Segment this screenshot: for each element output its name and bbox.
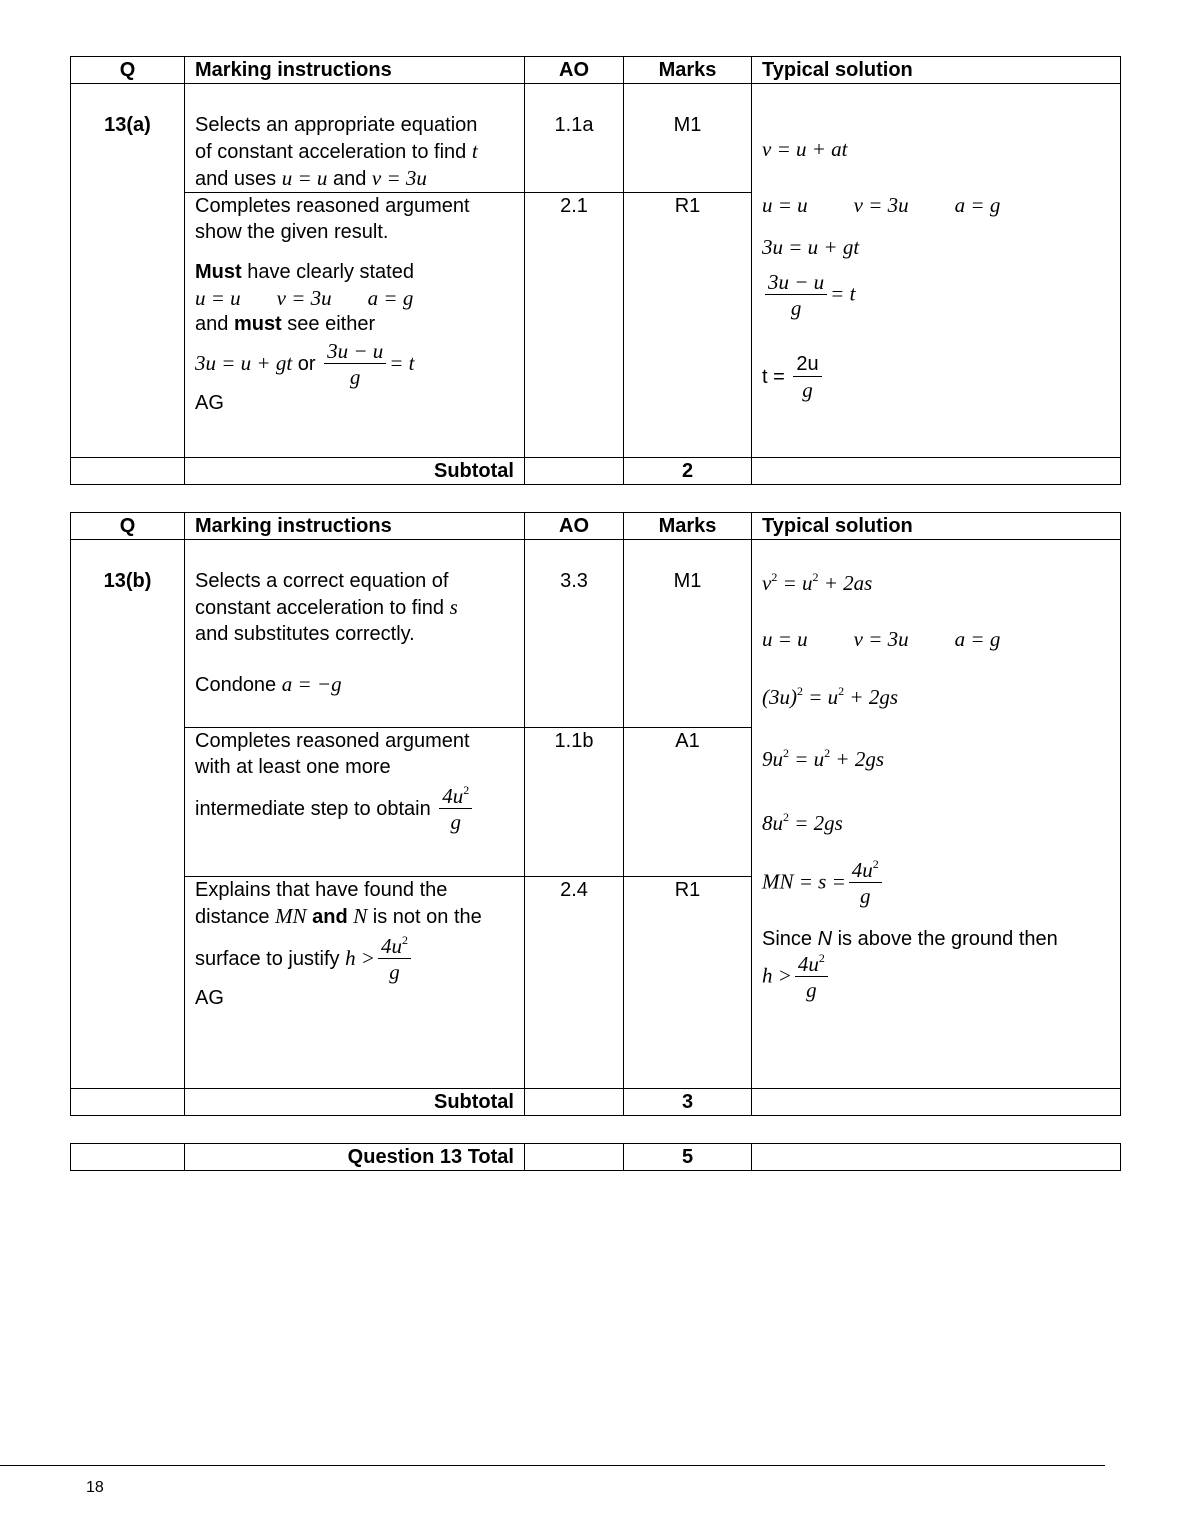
solution-line: $(3u)^2 = u^2 + 2gs$ [762,684,899,709]
solution-line: h > $\frac{4u^2}{g}$ [762,952,1110,1003]
header-ao: AO [525,513,624,540]
marking-instruction: Selects an appropriate equation of constant acceleration to find t and uses u = u and v = 3u [185,84,525,193]
page-number: 18 [86,1479,104,1496]
subtotal-value: 3 [624,1089,752,1116]
question-total-value: 5 [624,1144,752,1171]
header-marks: Marks [624,57,752,84]
solution-line: $v^2 = u^2 + 2as$ [762,570,873,595]
header-marks: Marks [624,513,752,540]
ao-code: 1.1b [525,728,624,877]
header-instructions: Marking instructions [185,57,525,84]
solution-line: u = u v = 3u a = g [762,193,1001,217]
subtotal-row [71,458,1121,485]
solution-line: $8u^2 = 2gs$ [762,810,843,835]
subtotal-label: Subtotal [185,1089,525,1116]
solution-line: Since N is above the ground then [762,928,1058,950]
subtotal-label: Subtotal [185,458,525,485]
typical-solution [752,540,1121,1089]
solution-line: v = u + at [762,137,848,161]
solution-line: 3u = u + gt [762,235,860,259]
mark-code: R1 [624,193,752,458]
mark-code: M1 [624,540,752,728]
solution-line: $\frac{3u - u}{g}$ = t [762,270,1110,352]
header-q: Q [71,513,185,540]
ao-code: 2.4 [525,877,624,1089]
marking-instruction: Selects a correct equation of constant acceleration to find s and substitutes correctly. Condone a = −g [185,540,525,728]
table-header-row [71,57,1121,84]
header-instructions: Marking instructions [185,513,525,540]
table-header-row [71,513,1121,540]
table-row [71,540,1121,728]
solution-line: $9u^2 = u^2 + 2gs$ [762,746,885,771]
typical-solution [752,84,1121,458]
question-total-label: Question 13 Total [185,1144,525,1171]
solution-line: t = $\frac{2u}{g}$ [762,352,1110,403]
mark-code: R1 [624,877,752,1089]
header-solution: Typical solution [752,513,1121,540]
mark-code: M1 [624,84,752,193]
solution-line: u = u v = 3u a = g [762,627,1001,651]
mark-scheme-table-13b [70,512,1121,1116]
subtotal-row [71,1089,1121,1116]
question-total-table [70,1143,1121,1171]
ao-code: 3.3 [525,540,624,728]
mark-scheme-table-13a [70,56,1121,485]
header-ao: AO [525,57,624,84]
header-q: Q [71,57,185,84]
header-solution: Typical solution [752,57,1121,84]
marking-instruction: Explains that have found the distance MN and N is not on the surface to justify h > $\frac{4u^2}{g}$ AG [185,877,525,1089]
subtotal-value: 2 [624,458,752,485]
table-row [71,84,1121,193]
question-id: 13(a) [71,84,185,458]
question-id: 13(b) [71,540,185,1089]
marking-instruction: Completes reasoned argument with at least one more intermediate step to obtain $\frac{4u^2}{g}$ [185,728,525,877]
marking-instruction: Completes reasoned argument show the given result. Must have clearly stated u = u v = 3u a = g and must see either 3u = u + gt or $\frac{3u - u}{g}$ = t AG [185,193,525,458]
ao-code: 2.1 [525,193,624,458]
total-row [71,1144,1121,1171]
mark-code: A1 [624,728,752,877]
solution-line: MN = s = $\frac{4u^2}{g}$ [762,854,1110,926]
ao-code: 1.1a [525,84,624,193]
footer-rule [0,1465,1105,1466]
